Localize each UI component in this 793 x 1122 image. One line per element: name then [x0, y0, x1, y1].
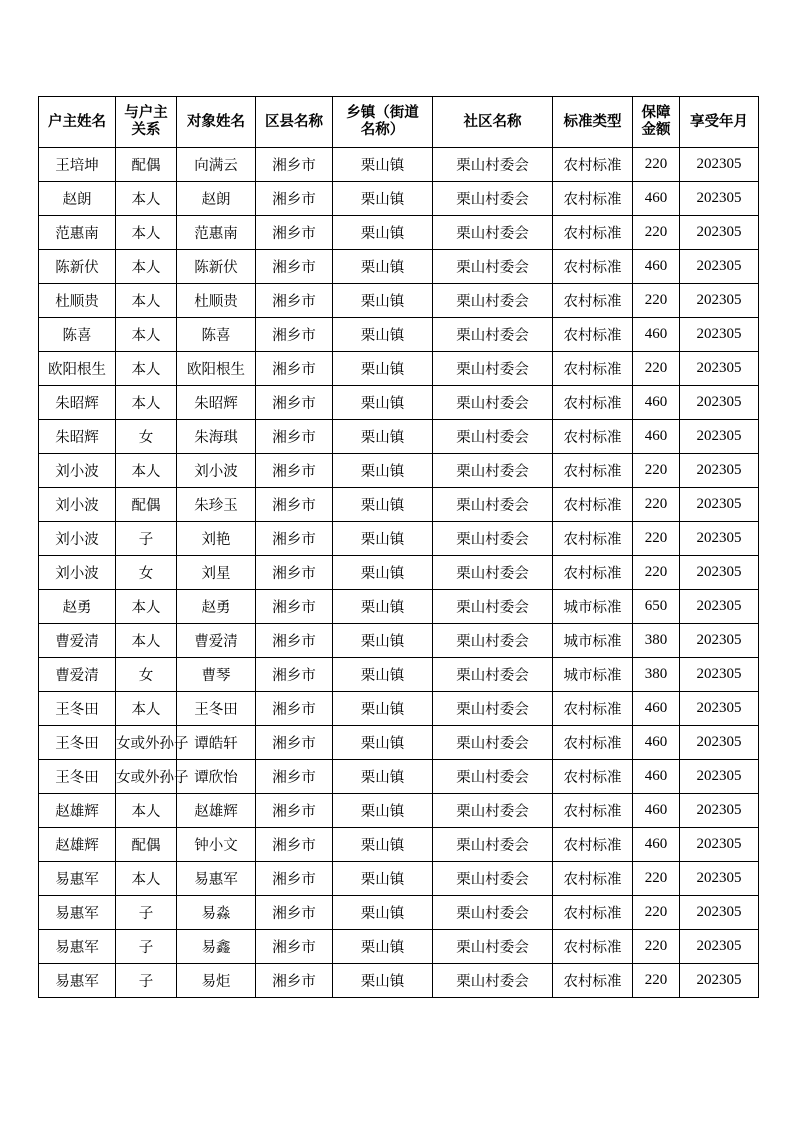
header-label-line: 区县名称	[265, 113, 323, 130]
household-head-name-cell: 易惠军	[39, 930, 116, 964]
benefit-amount-cell: 220	[633, 522, 680, 556]
community-name-cell: 栗山村委会	[433, 318, 553, 352]
table-row	[39, 692, 759, 726]
community-name-cell: 栗山村委会	[433, 590, 553, 624]
standard-type-cell: 农村标准	[553, 522, 633, 556]
recipient-name-cell: 赵朗	[177, 182, 256, 216]
household-head-name-cell: 易惠军	[39, 862, 116, 896]
table-row	[39, 624, 759, 658]
standard-type-cell: 农村标准	[553, 760, 633, 794]
recipient-name-cell: 陈新伏	[177, 250, 256, 284]
header-recipient-name	[177, 97, 256, 148]
benefit-month-cell: 202305	[680, 692, 759, 726]
community-name-cell: 栗山村委会	[433, 182, 553, 216]
county-name-cell: 湘乡市	[256, 216, 333, 250]
household-head-name-cell: 王冬田	[39, 726, 116, 760]
benefit-month-cell: 202305	[680, 964, 759, 998]
header-county-name	[256, 97, 333, 148]
relationship-cell: 本人	[116, 250, 177, 284]
township-name-cell: 栗山镇	[333, 760, 433, 794]
relationship-cell: 本人	[116, 692, 177, 726]
household-head-name-cell: 赵勇	[39, 590, 116, 624]
household-head-name-cell: 刘小波	[39, 488, 116, 522]
table-row	[39, 590, 759, 624]
community-name-cell: 栗山村委会	[433, 964, 553, 998]
header-standard-type	[553, 97, 633, 148]
benefit-month-cell: 202305	[680, 624, 759, 658]
community-name-cell: 栗山村委会	[433, 794, 553, 828]
community-name-cell: 栗山村委会	[433, 658, 553, 692]
county-name-cell: 湘乡市	[256, 454, 333, 488]
county-name-cell: 湘乡市	[256, 522, 333, 556]
benefit-month-cell: 202305	[680, 386, 759, 420]
recipient-name-cell: 杜顺贵	[177, 284, 256, 318]
table-body	[39, 148, 759, 998]
township-name-cell: 栗山镇	[333, 862, 433, 896]
table-row	[39, 862, 759, 896]
household-head-name-cell: 朱昭辉	[39, 386, 116, 420]
table-row	[39, 794, 759, 828]
benefit-month-cell: 202305	[680, 828, 759, 862]
table-row	[39, 454, 759, 488]
standard-type-cell: 农村标准	[553, 182, 633, 216]
benefit-month-cell: 202305	[680, 556, 759, 590]
table-row	[39, 726, 759, 760]
relationship-cell: 本人	[116, 794, 177, 828]
benefit-amount-cell: 460	[633, 182, 680, 216]
standard-type-cell: 城市标准	[553, 590, 633, 624]
household-head-name-cell: 王培坤	[39, 148, 116, 182]
table-row	[39, 488, 759, 522]
township-name-cell: 栗山镇	[333, 250, 433, 284]
household-head-name-cell: 赵雄辉	[39, 828, 116, 862]
benefit-amount-cell: 460	[633, 794, 680, 828]
household-head-name-cell: 易惠军	[39, 964, 116, 998]
township-name-cell: 栗山镇	[333, 590, 433, 624]
household-head-name-cell: 赵朗	[39, 182, 116, 216]
community-name-cell: 栗山村委会	[433, 556, 553, 590]
relationship-cell: 本人	[116, 352, 177, 386]
household-head-name-cell: 易惠军	[39, 896, 116, 930]
benefit-amount-cell: 460	[633, 692, 680, 726]
benefit-month-cell: 202305	[680, 182, 759, 216]
standard-type-cell: 农村标准	[553, 352, 633, 386]
standard-type-cell: 农村标准	[553, 828, 633, 862]
recipient-name-cell: 曹琴	[177, 658, 256, 692]
recipient-name-cell: 钟小文	[177, 828, 256, 862]
county-name-cell: 湘乡市	[256, 182, 333, 216]
household-head-name-cell: 杜顺贵	[39, 284, 116, 318]
relationship-cell: 本人	[116, 216, 177, 250]
recipient-name-cell: 刘艳	[177, 522, 256, 556]
header-benefit-amount	[633, 97, 680, 148]
township-name-cell: 栗山镇	[333, 522, 433, 556]
header-label-line: 名称）	[360, 122, 405, 138]
recipient-name-cell: 易淼	[177, 896, 256, 930]
benefit-month-cell: 202305	[680, 590, 759, 624]
community-name-cell: 栗山村委会	[433, 488, 553, 522]
standard-type-cell: 农村标准	[553, 148, 633, 182]
benefit-amount-cell: 220	[633, 862, 680, 896]
benefit-month-cell: 202305	[680, 862, 759, 896]
standard-type-cell: 农村标准	[553, 386, 633, 420]
county-name-cell: 湘乡市	[256, 896, 333, 930]
table-row	[39, 556, 759, 590]
household-head-name-cell: 陈喜	[39, 318, 116, 352]
township-name-cell: 栗山镇	[333, 284, 433, 318]
header-label-line: 社区名称	[463, 113, 522, 130]
household-head-name-cell: 王冬田	[39, 692, 116, 726]
standard-type-cell: 农村标准	[553, 692, 633, 726]
recipient-name-cell: 赵勇	[177, 590, 256, 624]
table-row	[39, 386, 759, 420]
household-head-name-cell: 刘小波	[39, 556, 116, 590]
recipient-name-cell: 赵雄辉	[177, 794, 256, 828]
relationship-cell: 女	[116, 556, 177, 590]
recipient-name-cell: 向满云	[177, 148, 256, 182]
standard-type-cell: 农村标准	[553, 318, 633, 352]
recipient-name-cell: 欧阳根生	[177, 352, 256, 386]
relationship-cell: 女	[116, 420, 177, 454]
header-row	[39, 97, 759, 148]
header-label-line: 标准类型	[563, 113, 622, 130]
benefit-month-cell: 202305	[680, 658, 759, 692]
household-head-name-cell: 王冬田	[39, 760, 116, 794]
benefit-month-cell: 202305	[680, 794, 759, 828]
benefit-month-cell: 202305	[680, 352, 759, 386]
benefit-amount-cell: 460	[633, 386, 680, 420]
community-name-cell: 栗山村委会	[433, 216, 553, 250]
benefit-amount-cell: 220	[633, 284, 680, 318]
benefit-amount-cell: 220	[633, 556, 680, 590]
benefit-month-cell: 202305	[680, 420, 759, 454]
county-name-cell: 湘乡市	[256, 658, 333, 692]
recipient-name-cell: 谭皓轩	[177, 726, 256, 760]
relationship-cell: 本人	[116, 454, 177, 488]
community-name-cell: 栗山村委会	[433, 624, 553, 658]
benefit-amount-cell: 220	[633, 454, 680, 488]
recipient-name-cell: 刘小波	[177, 454, 256, 488]
household-head-name-cell: 刘小波	[39, 454, 116, 488]
household-head-name-cell: 欧阳根生	[39, 352, 116, 386]
township-name-cell: 栗山镇	[333, 658, 433, 692]
standard-type-cell: 农村标准	[553, 284, 633, 318]
relationship-cell: 子	[116, 964, 177, 998]
township-name-cell: 栗山镇	[333, 318, 433, 352]
community-name-cell: 栗山村委会	[433, 930, 553, 964]
community-name-cell: 栗山村委会	[433, 250, 553, 284]
header-household-head-name	[39, 97, 116, 148]
county-name-cell: 湘乡市	[256, 930, 333, 964]
county-name-cell: 湘乡市	[256, 726, 333, 760]
community-name-cell: 栗山村委会	[433, 148, 553, 182]
table-row	[39, 658, 759, 692]
table-row	[39, 964, 759, 998]
recipient-name-cell: 谭欣怡	[177, 760, 256, 794]
benefit-amount-cell: 220	[633, 488, 680, 522]
table-row	[39, 216, 759, 250]
standard-type-cell: 农村标准	[553, 930, 633, 964]
township-name-cell: 栗山镇	[333, 216, 433, 250]
assistance-roster-table	[38, 96, 759, 998]
recipient-name-cell: 曹爱清	[177, 624, 256, 658]
county-name-cell: 湘乡市	[256, 590, 333, 624]
county-name-cell: 湘乡市	[256, 692, 333, 726]
community-name-cell: 栗山村委会	[433, 692, 553, 726]
township-name-cell: 栗山镇	[333, 930, 433, 964]
benefit-amount-cell: 380	[633, 658, 680, 692]
county-name-cell: 湘乡市	[256, 624, 333, 658]
county-name-cell: 湘乡市	[256, 318, 333, 352]
household-head-name-cell: 刘小波	[39, 522, 116, 556]
household-head-name-cell: 曹爱清	[39, 658, 116, 692]
header-township-name	[333, 97, 433, 148]
household-head-name-cell: 曹爱清	[39, 624, 116, 658]
relationship-cell: 子	[116, 930, 177, 964]
community-name-cell: 栗山村委会	[433, 522, 553, 556]
township-name-cell: 栗山镇	[333, 488, 433, 522]
standard-type-cell: 农村标准	[553, 420, 633, 454]
relationship-cell: 子	[116, 896, 177, 930]
relationship-text: 女或外孙子	[116, 736, 189, 752]
county-name-cell: 湘乡市	[256, 964, 333, 998]
benefit-month-cell: 202305	[680, 726, 759, 760]
table-row	[39, 760, 759, 794]
relationship-cell: 女	[116, 658, 177, 692]
county-name-cell: 湘乡市	[256, 862, 333, 896]
table-row	[39, 828, 759, 862]
header-community-name	[433, 97, 553, 148]
relationship-text: 女或外孙子	[116, 770, 189, 786]
benefit-month-cell: 202305	[680, 522, 759, 556]
township-name-cell: 栗山镇	[333, 386, 433, 420]
community-name-cell: 栗山村委会	[433, 896, 553, 930]
county-name-cell: 湘乡市	[256, 386, 333, 420]
community-name-cell: 栗山村委会	[433, 386, 553, 420]
county-name-cell: 湘乡市	[256, 284, 333, 318]
benefit-amount-cell: 220	[633, 216, 680, 250]
benefit-amount-cell: 460	[633, 726, 680, 760]
county-name-cell: 湘乡市	[256, 250, 333, 284]
benefit-amount-cell: 460	[633, 420, 680, 454]
relationship-cell: 配偶	[116, 488, 177, 522]
benefit-amount-cell: 220	[633, 148, 680, 182]
recipient-name-cell: 易惠军	[177, 862, 256, 896]
township-name-cell: 栗山镇	[333, 420, 433, 454]
recipient-name-cell: 朱昭辉	[177, 386, 256, 420]
benefit-month-cell: 202305	[680, 284, 759, 318]
benefit-amount-cell: 380	[633, 624, 680, 658]
standard-type-cell: 城市标准	[553, 624, 633, 658]
benefit-amount-cell: 460	[633, 828, 680, 862]
county-name-cell: 湘乡市	[256, 148, 333, 182]
relationship-cell: 本人	[116, 284, 177, 318]
township-name-cell: 栗山镇	[333, 556, 433, 590]
county-name-cell: 湘乡市	[256, 488, 333, 522]
township-name-cell: 栗山镇	[333, 828, 433, 862]
standard-type-cell: 农村标准	[553, 488, 633, 522]
county-name-cell: 湘乡市	[256, 420, 333, 454]
recipient-name-cell: 易炬	[177, 964, 256, 998]
benefit-amount-cell: 220	[633, 964, 680, 998]
community-name-cell: 栗山村委会	[433, 454, 553, 488]
community-name-cell: 栗山村委会	[433, 420, 553, 454]
recipient-name-cell: 易鑫	[177, 930, 256, 964]
standard-type-cell: 农村标准	[553, 964, 633, 998]
household-head-name-cell: 陈新伏	[39, 250, 116, 284]
county-name-cell: 湘乡市	[256, 794, 333, 828]
household-head-name-cell: 朱昭辉	[39, 420, 116, 454]
benefit-month-cell: 202305	[680, 148, 759, 182]
relationship-cell: 本人	[116, 624, 177, 658]
benefit-amount-cell: 220	[633, 896, 680, 930]
township-name-cell: 栗山镇	[333, 352, 433, 386]
township-name-cell: 栗山镇	[333, 794, 433, 828]
county-name-cell: 湘乡市	[256, 556, 333, 590]
header-label-line: 享受年月	[690, 113, 748, 130]
relationship-cell: 本人	[116, 386, 177, 420]
community-name-cell: 栗山村委会	[433, 862, 553, 896]
standard-type-cell: 农村标准	[553, 216, 633, 250]
table-row	[39, 318, 759, 352]
benefit-amount-cell: 460	[633, 760, 680, 794]
relationship-cell	[116, 760, 189, 794]
benefit-month-cell: 202305	[680, 896, 759, 930]
benefit-month-cell: 202305	[680, 454, 759, 488]
table-row	[39, 352, 759, 386]
recipient-name-cell: 陈喜	[177, 318, 256, 352]
recipient-name-cell: 范惠南	[177, 216, 256, 250]
standard-type-cell: 农村标准	[553, 726, 633, 760]
benefit-month-cell: 202305	[680, 930, 759, 964]
header-label-line: 金额	[641, 122, 671, 138]
recipient-name-cell: 刘星	[177, 556, 256, 590]
recipient-name-cell: 王冬田	[177, 692, 256, 726]
township-name-cell: 栗山镇	[333, 692, 433, 726]
standard-type-cell: 农村标准	[553, 862, 633, 896]
table-row	[39, 930, 759, 964]
recipient-name-cell: 朱海琪	[177, 420, 256, 454]
township-name-cell: 栗山镇	[333, 896, 433, 930]
header-label-line: 对象姓名	[187, 113, 245, 130]
benefit-month-cell: 202305	[680, 216, 759, 250]
header-label-line: 乡镇（街道	[346, 105, 419, 121]
table-row	[39, 896, 759, 930]
standard-type-cell: 农村标准	[553, 250, 633, 284]
table-row	[39, 522, 759, 556]
township-name-cell: 栗山镇	[333, 182, 433, 216]
table-row	[39, 250, 759, 284]
relationship-cell: 配偶	[116, 828, 177, 862]
benefit-amount-cell: 650	[633, 590, 680, 624]
benefit-amount-cell: 460	[633, 250, 680, 284]
benefit-month-cell: 202305	[680, 760, 759, 794]
table-row	[39, 420, 759, 454]
relationship-cell: 本人	[116, 182, 177, 216]
county-name-cell: 湘乡市	[256, 828, 333, 862]
relationship-cell: 子	[116, 522, 177, 556]
township-name-cell: 栗山镇	[333, 454, 433, 488]
benefit-month-cell: 202305	[680, 488, 759, 522]
standard-type-cell: 城市标准	[553, 658, 633, 692]
community-name-cell: 栗山村委会	[433, 726, 553, 760]
county-name-cell: 湘乡市	[256, 352, 333, 386]
relationship-cell: 本人	[116, 862, 177, 896]
table-header	[39, 97, 759, 148]
benefit-amount-cell: 220	[633, 930, 680, 964]
table-row	[39, 284, 759, 318]
community-name-cell: 栗山村委会	[433, 284, 553, 318]
relationship-cell: 本人	[116, 318, 177, 352]
benefit-amount-cell: 220	[633, 352, 680, 386]
header-label-line: 户主姓名	[48, 113, 106, 130]
community-name-cell: 栗山村委会	[433, 352, 553, 386]
township-name-cell: 栗山镇	[333, 148, 433, 182]
header-label-line: 关系	[131, 122, 161, 138]
township-name-cell: 栗山镇	[333, 624, 433, 658]
benefit-month-cell: 202305	[680, 250, 759, 284]
table-row	[39, 182, 759, 216]
standard-type-cell: 农村标准	[553, 896, 633, 930]
header-label-line: 与户主	[124, 105, 168, 121]
relationship-cell: 本人	[116, 590, 177, 624]
community-name-cell: 栗山村委会	[433, 760, 553, 794]
header-relationship	[116, 97, 177, 148]
relationship-cell: 配偶	[116, 148, 177, 182]
benefit-month-cell: 202305	[680, 318, 759, 352]
community-name-cell: 栗山村委会	[433, 828, 553, 862]
county-name-cell: 湘乡市	[256, 760, 333, 794]
relationship-cell	[116, 726, 189, 760]
header-label-line: 保障	[641, 105, 671, 121]
household-head-name-cell: 范惠南	[39, 216, 116, 250]
benefit-amount-cell: 460	[633, 318, 680, 352]
recipient-name-cell: 朱珍玉	[177, 488, 256, 522]
standard-type-cell: 农村标准	[553, 454, 633, 488]
household-head-name-cell: 赵雄辉	[39, 794, 116, 828]
township-name-cell: 栗山镇	[333, 964, 433, 998]
standard-type-cell: 农村标准	[553, 794, 633, 828]
standard-type-cell: 农村标准	[553, 556, 633, 590]
township-name-cell: 栗山镇	[333, 726, 433, 760]
header-benefit-month	[680, 97, 759, 148]
table-row	[39, 148, 759, 182]
